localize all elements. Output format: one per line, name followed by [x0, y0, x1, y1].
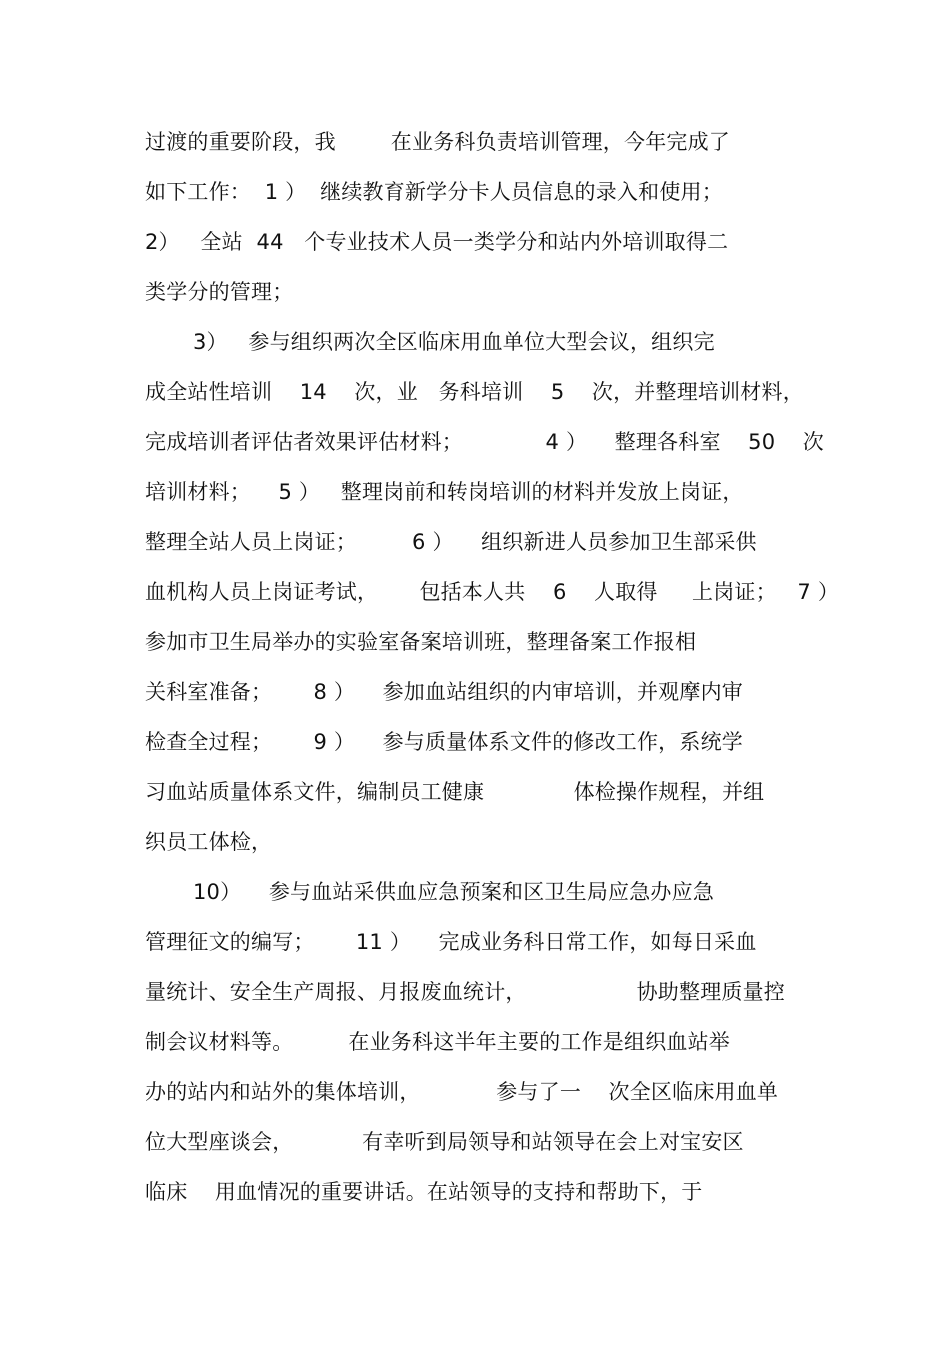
text-line-6: 成全站性培训 14 次，业 务科培训 5 次，并整理培训材料， [145, 380, 804, 404]
text-line-5: 3） 参与组织两次全区临床用血单位大型会议，组织完 [193, 330, 715, 354]
text-line-20: 办的站内和站外的集体培训， 参与了一 次全区临床用血单 [145, 1080, 779, 1104]
text-line-17: 管理征文的编写； 11 ） 完成业务科日常工作，如每日采血 [145, 930, 757, 954]
text-line-13: 检查全过程； 9 ） 参与质量体系文件的修改工作，系统学 [145, 730, 743, 754]
text-line-16: 10） 参与血站采供血应急预案和区卫生局应急办应急 [193, 880, 715, 904]
text-line-10: 血机构人员上岗证考试， 包括本人共 6 人取得 上岗证； 7 ） [145, 580, 840, 604]
text-line-4: 类学分的管理； [145, 280, 294, 304]
text-line-3: 2） 全站 44 个专业技术人员一类学分和站内外培训取得二 [145, 230, 729, 254]
text-line-11: 参加市卫生局举办的实验室备案培训班，整理备案工作报相 [145, 630, 697, 654]
text-line-19: 制会议材料等。 在业务科这半年主要的工作是组织血站举 [145, 1030, 730, 1054]
text-line-8: 培训材料； 5 ） 整理岗前和转岗培训的材料并发放上岗证， [145, 480, 744, 504]
text-line-9: 整理全站人员上岗证； 6 ） 组织新进人员参加卫生部采供 [145, 530, 757, 554]
text-line-7: 完成培训者评估者效果评估材料； 4 ） 整理各科室 50 次 [145, 430, 824, 454]
text-line-18: 量统计、安全生产周报、月报废血统计， 协助整理质量控 [145, 980, 786, 1004]
text-line-15: 织员工体检， [145, 830, 273, 854]
text-line-2: 如下工作： 1 ） 继续教育新学分卡人员信息的录入和使用； [145, 180, 723, 204]
text-line-14: 习血站质量体系文件，编制员工健康 体检操作规程，并组 [145, 780, 765, 804]
text-line-22: 临床 用血情况的重要讲话。在站领导的支持和帮助下，于 [145, 1180, 703, 1204]
text-line-1: 过渡的重要阶段，我 在业务科负责培训管理，今年完成了 [145, 130, 730, 154]
text-line-12: 关科室准备； 8 ） 参加血站组织的内审培训，并观摩内审 [145, 680, 743, 704]
text-line-21: 位大型座谈会， 有幸听到局领导和站领导在会上对宝安区 [145, 1130, 744, 1154]
